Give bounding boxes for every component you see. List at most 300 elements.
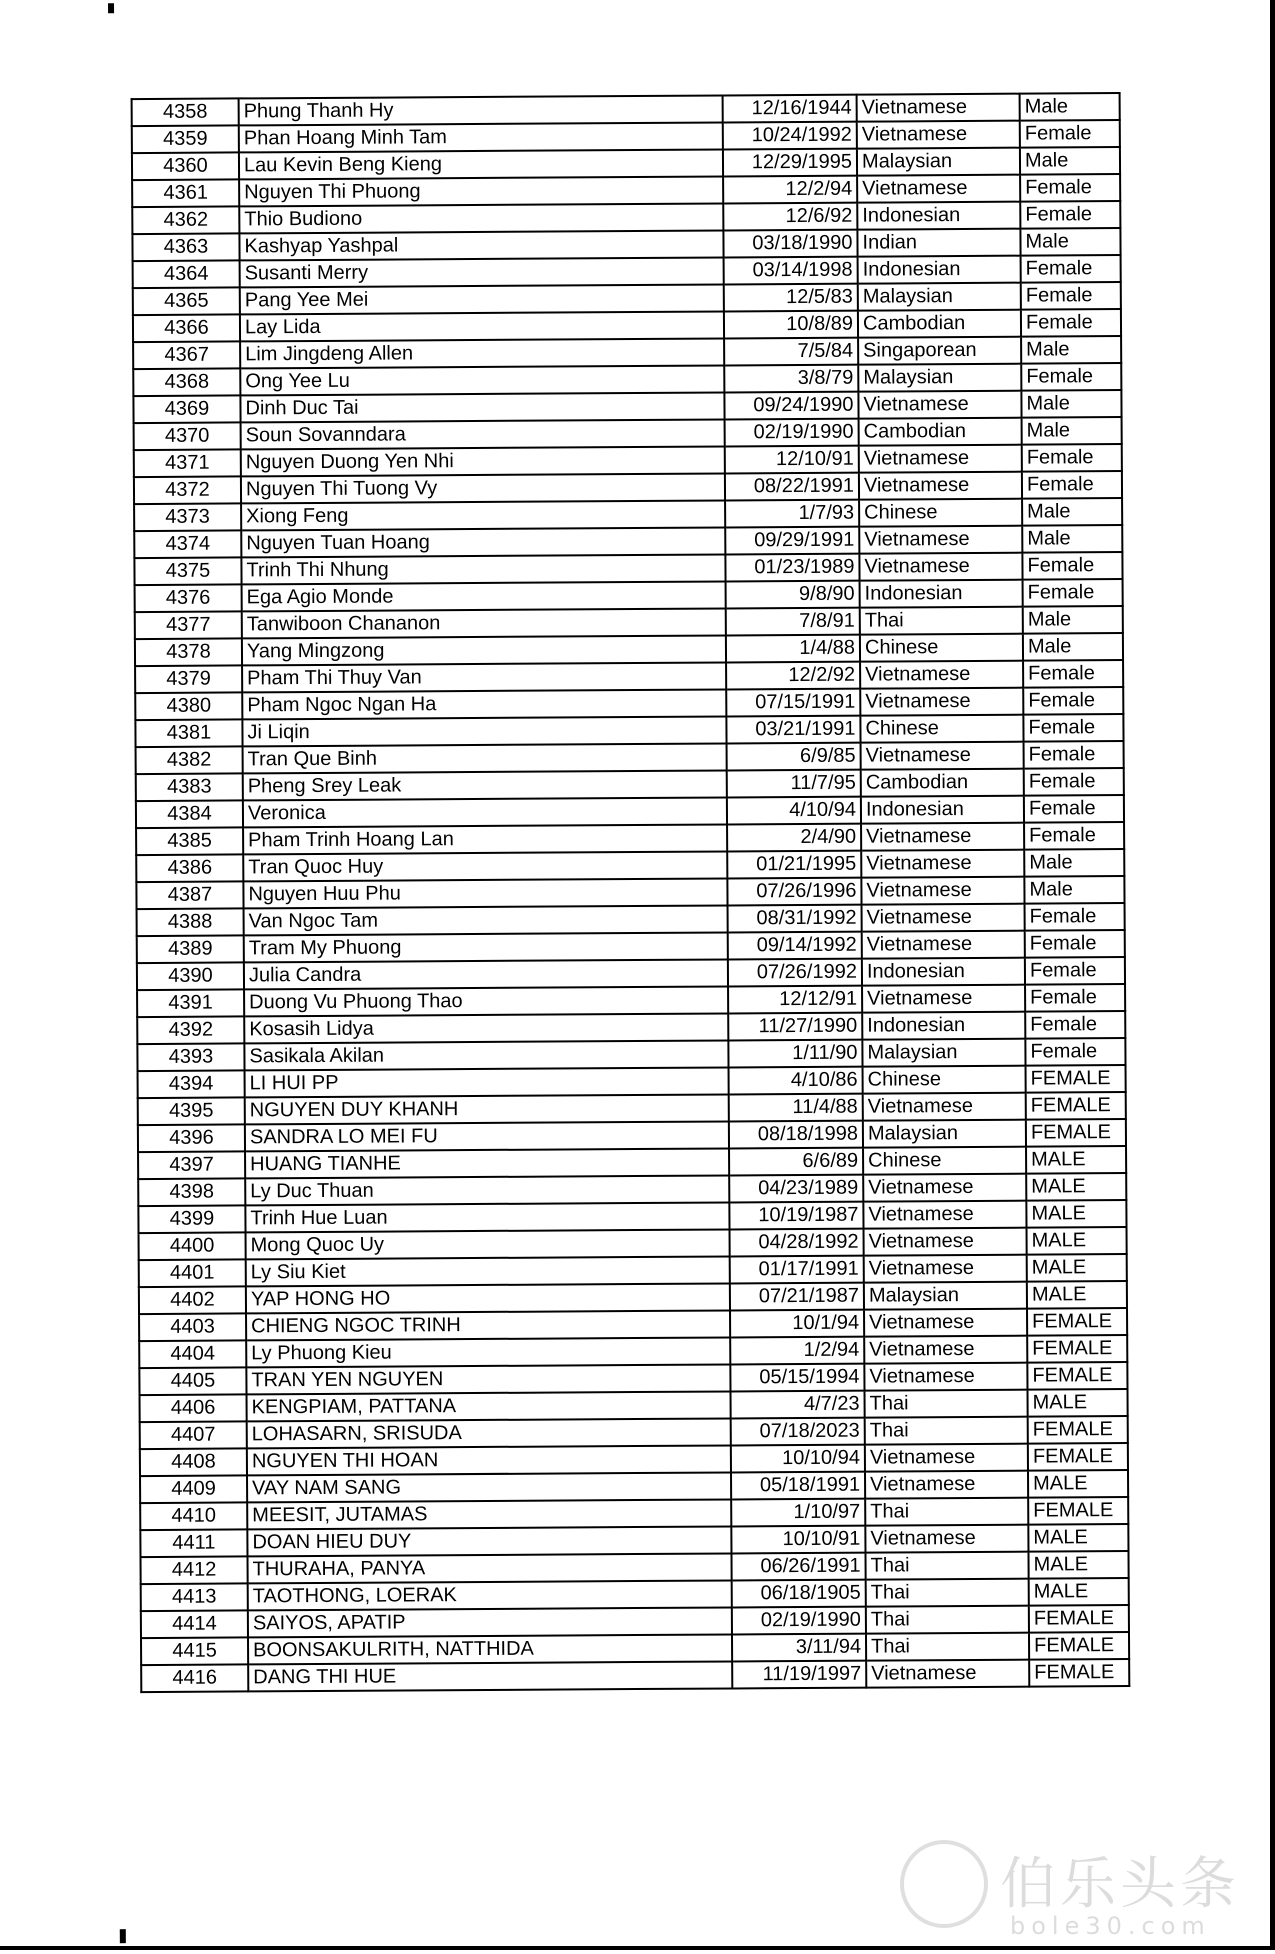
date-of-birth-cell: 04/28/1992	[730, 1229, 864, 1257]
row-number-cell: 4374	[134, 530, 241, 558]
row-number-cell: 4392	[137, 1016, 244, 1044]
row-number-cell: 4376	[135, 584, 242, 612]
sex-cell: MALE	[1028, 1551, 1128, 1579]
row-number-cell: 4373	[134, 503, 241, 531]
person-name-cell: BOONSAKULRITH, NATTHIDA	[248, 1634, 732, 1664]
nationality-cell: Malaysian	[863, 1120, 1026, 1148]
sex-cell: Male	[1020, 228, 1120, 256]
date-of-birth-cell: 12/16/1944	[723, 95, 857, 123]
nationality-cell: Vietnamese	[864, 1255, 1027, 1283]
sex-cell: Male	[1021, 390, 1121, 418]
sex-cell: MALE	[1027, 1389, 1127, 1417]
person-name-cell: Nguyen Huu Phu	[243, 878, 727, 908]
person-name-cell: Ega Agio Monde	[242, 581, 726, 611]
row-number-cell: 4401	[139, 1259, 246, 1287]
row-number-cell: 4359	[132, 125, 239, 153]
person-name-cell: KENGPIAM, PATTANA	[247, 1391, 731, 1421]
nationality-cell: Vietnamese	[857, 175, 1020, 203]
nationality-cell: Chinese	[863, 1147, 1026, 1175]
sex-cell: Male	[1022, 525, 1122, 553]
sex-cell: Female	[1022, 444, 1122, 472]
person-name-cell: LI HUI PP	[245, 1067, 729, 1097]
date-of-birth-cell: 07/26/1996	[727, 878, 861, 906]
date-of-birth-cell: 7/5/84	[724, 338, 858, 366]
person-name-cell: Pham Ngoc Ngan Ha	[242, 689, 726, 719]
row-number-cell: 4399	[138, 1205, 245, 1233]
nationality-cell: Vietnamese	[862, 985, 1025, 1013]
sex-cell: MALE	[1029, 1578, 1129, 1606]
sex-cell: Female	[1025, 1011, 1125, 1039]
sex-cell: Female	[1025, 984, 1125, 1012]
row-number-cell: 4391	[137, 989, 244, 1017]
date-of-birth-cell: 1/4/88	[726, 635, 860, 663]
date-of-birth-cell: 11/7/95	[727, 770, 861, 798]
nationality-cell: Vietnamese	[859, 526, 1022, 554]
nationality-cell: Vietnamese	[863, 1201, 1026, 1229]
roster-table	[131, 92, 1131, 1693]
watermark	[900, 1830, 1260, 1940]
sex-cell: Male	[1023, 633, 1123, 661]
person-name-cell: Kosasih Lidya	[244, 1013, 728, 1043]
row-number-cell: 4412	[141, 1556, 248, 1584]
date-of-birth-cell: 9/8/90	[726, 581, 860, 609]
watermark-logo-icon	[900, 1840, 988, 1928]
nationality-cell: Indonesian	[862, 1012, 1025, 1040]
row-number-cell: 4393	[137, 1043, 244, 1071]
nationality-cell: Vietnamese	[865, 1471, 1028, 1499]
person-name-cell: Pham Trinh Hoang Lan	[243, 824, 727, 854]
nationality-cell: Chinese	[859, 499, 1022, 527]
person-name-cell: NGUYEN DUY KHANH	[245, 1094, 729, 1124]
nationality-cell: Malaysian	[858, 364, 1021, 392]
date-of-birth-cell: 11/4/88	[729, 1094, 863, 1122]
sex-cell: MALE	[1028, 1524, 1128, 1552]
person-name-cell: Soun Sovanndara	[241, 419, 725, 449]
nationality-cell: Vietnamese	[859, 553, 1022, 581]
nationality-cell: Vietnamese	[864, 1228, 1027, 1256]
sex-cell: Female	[1022, 471, 1122, 499]
person-name-cell: Nguyen Thi Tuong Vy	[241, 473, 725, 503]
date-of-birth-cell: 11/27/1990	[728, 1013, 862, 1041]
nationality-cell: Vietnamese	[865, 1525, 1028, 1553]
scan-mark-top	[108, 3, 114, 13]
nationality-cell: Thai	[866, 1579, 1029, 1607]
sex-cell: MALE	[1026, 1146, 1126, 1174]
date-of-birth-cell: 01/21/1995	[727, 851, 861, 879]
date-of-birth-cell: 02/19/1990	[732, 1607, 866, 1635]
nationality-cell: Vietnamese	[857, 94, 1020, 122]
person-name-cell: VAY NAM SANG	[247, 1472, 731, 1502]
sex-cell: Male	[1020, 93, 1120, 121]
sex-cell: FEMALE	[1027, 1335, 1127, 1363]
sex-cell: Female	[1020, 201, 1120, 229]
row-number-cell: 4397	[138, 1151, 245, 1179]
person-name-cell: Pham Thi Thuy Van	[242, 662, 726, 692]
person-name-cell: NGUYEN THI HOAN	[247, 1445, 731, 1475]
sex-cell: FEMALE	[1029, 1605, 1129, 1633]
date-of-birth-cell: 1/10/97	[731, 1499, 865, 1527]
nationality-cell: Indonesian	[857, 202, 1020, 230]
person-name-cell: Veronica	[243, 797, 727, 827]
nationality-cell: Vietnamese	[861, 823, 1024, 851]
nationality-cell: Cambodian	[859, 418, 1022, 446]
row-number-cell: 4394	[138, 1070, 245, 1098]
person-name-cell: Nguyen Duong Yen Nhi	[241, 446, 725, 476]
sex-cell: Female	[1024, 822, 1124, 850]
nationality-cell: Vietnamese	[863, 1093, 1026, 1121]
date-of-birth-cell: 10/19/1987	[729, 1202, 863, 1230]
row-number-cell: 4388	[137, 908, 244, 936]
sex-cell: Male	[1021, 336, 1121, 364]
row-number-cell: 4371	[134, 449, 241, 477]
sex-cell: Female	[1025, 957, 1125, 985]
row-number-cell: 4384	[136, 800, 243, 828]
nationality-cell: Vietnamese	[861, 877, 1024, 905]
row-number-cell: 4411	[140, 1529, 247, 1557]
date-of-birth-cell: 12/2/92	[726, 662, 860, 690]
nationality-cell: Vietnamese	[862, 904, 1025, 932]
person-name-cell: Nguyen Tuan Hoang	[241, 527, 725, 557]
date-of-birth-cell: 11/19/1997	[732, 1661, 866, 1689]
sex-cell: Female	[1025, 1038, 1125, 1066]
sex-cell: Female	[1021, 255, 1121, 283]
date-of-birth-cell: 1/7/93	[725, 500, 859, 528]
date-of-birth-cell: 12/29/1995	[723, 149, 857, 177]
date-of-birth-cell: 3/11/94	[732, 1634, 866, 1662]
scan-mark-bottom	[120, 1929, 126, 1943]
sex-cell: Female	[1022, 552, 1122, 580]
row-number-cell: 4398	[138, 1178, 245, 1206]
watermark-subtext: bole30.com	[1010, 1912, 1211, 1940]
nationality-cell: Thai	[865, 1552, 1028, 1580]
person-name-cell: Trinh Hue Luan	[245, 1202, 729, 1232]
nationality-cell: Malaysian	[864, 1282, 1027, 1310]
sex-cell: Female	[1024, 741, 1124, 769]
person-name-cell: Mong Quoc Uy	[246, 1229, 730, 1259]
person-name-cell: Ly Phuong Kieu	[246, 1337, 730, 1367]
row-number-cell: 4377	[135, 611, 242, 639]
date-of-birth-cell: 4/7/23	[731, 1391, 865, 1419]
date-of-birth-cell: 03/14/1998	[724, 257, 858, 285]
sex-cell: FEMALE	[1029, 1659, 1129, 1687]
person-name-cell: Pang Yee Mei	[240, 284, 724, 314]
date-of-birth-cell: 4/10/94	[727, 797, 861, 825]
date-of-birth-cell: 09/24/1990	[724, 392, 858, 420]
date-of-birth-cell: 08/31/1992	[728, 905, 862, 933]
nationality-cell: Vietnamese	[860, 688, 1023, 716]
row-number-cell: 4403	[139, 1313, 246, 1341]
row-number-cell: 4383	[136, 773, 243, 801]
nationality-cell: Vietnamese	[863, 1174, 1026, 1202]
row-number-cell: 4363	[132, 233, 239, 261]
person-name-cell: Duong Vu Phuong Thao	[244, 986, 728, 1016]
sex-cell: Female	[1024, 795, 1124, 823]
row-number-cell: 4404	[139, 1340, 246, 1368]
person-name-cell: HUANG TIANHE	[245, 1148, 729, 1178]
person-name-cell: YAP HONG HO	[246, 1283, 730, 1313]
watermark-text: 伯乐头条	[1000, 1852, 1240, 1917]
row-number-cell: 4372	[134, 476, 241, 504]
person-name-cell: Dinh Duc Tai	[240, 392, 724, 422]
nationality-cell: Vietnamese	[861, 850, 1024, 878]
row-number-cell: 4390	[137, 962, 244, 990]
sex-cell: FEMALE	[1027, 1362, 1127, 1390]
row-number-cell: 4406	[140, 1394, 247, 1422]
date-of-birth-cell: 05/18/1991	[731, 1472, 865, 1500]
person-name-cell: LOHASARN, SRISUDA	[247, 1418, 731, 1448]
person-name-cell: Sasikala Akilan	[244, 1040, 728, 1070]
row-number-cell: 4381	[135, 719, 242, 747]
date-of-birth-cell: 12/10/91	[725, 446, 859, 474]
nationality-cell: Thai	[865, 1498, 1028, 1526]
person-name-cell: MEESIT, JUTAMAS	[247, 1499, 731, 1529]
row-number-cell: 4375	[134, 557, 241, 585]
row-number-cell: 4415	[141, 1637, 248, 1665]
row-number-cell: 4400	[139, 1232, 246, 1260]
person-name-cell: CHIENG NGOC TRINH	[246, 1310, 730, 1340]
row-number-cell: 4414	[141, 1610, 248, 1638]
nationality-cell: Vietnamese	[864, 1309, 1027, 1337]
sex-cell: MALE	[1026, 1200, 1126, 1228]
sex-cell: Male	[1022, 498, 1122, 526]
nationality-cell: Vietnamese	[864, 1336, 1027, 1364]
person-name-cell: Phan Hoang Minh Tam	[239, 122, 723, 152]
person-name-cell: Thio Budiono	[239, 203, 723, 233]
person-name-cell: TAOTHONG, LOERAK	[248, 1580, 732, 1610]
date-of-birth-cell: 08/18/1998	[729, 1121, 863, 1149]
date-of-birth-cell: 06/18/1905	[732, 1580, 866, 1608]
person-name-cell: DOAN HIEU DUY	[247, 1526, 731, 1556]
date-of-birth-cell: 12/2/94	[723, 176, 857, 204]
person-name-cell: Phung Thanh Hy	[239, 95, 723, 125]
row-number-cell: 4405	[139, 1367, 246, 1395]
sex-cell: Male	[1023, 606, 1123, 634]
sex-cell: MALE	[1027, 1227, 1127, 1255]
sex-cell: MALE	[1028, 1470, 1128, 1498]
row-number-cell: 4368	[133, 368, 240, 396]
row-number-cell: 4362	[132, 206, 239, 234]
nationality-cell: Vietnamese	[857, 121, 1020, 149]
row-number-cell: 4410	[140, 1502, 247, 1530]
nationality-cell: Vietnamese	[864, 1363, 1027, 1391]
sex-cell: FEMALE	[1028, 1443, 1128, 1471]
sex-cell: Male	[1024, 849, 1124, 877]
row-number-cell: 4361	[132, 179, 239, 207]
date-of-birth-cell: 4/10/86	[729, 1067, 863, 1095]
sex-cell: FEMALE	[1026, 1119, 1126, 1147]
row-number-cell: 4380	[135, 692, 242, 720]
person-name-cell: THURAHA, PANYA	[248, 1553, 732, 1583]
sex-cell: Female	[1020, 120, 1120, 148]
sex-cell: Female	[1025, 930, 1125, 958]
row-number-cell: 4387	[136, 881, 243, 909]
row-number-cell: 4382	[136, 746, 243, 774]
person-name-cell: Ji Liqin	[242, 716, 726, 746]
person-name-cell: Julia Candra	[244, 959, 728, 989]
roster-table-body	[132, 93, 1130, 1692]
date-of-birth-cell: 10/1/94	[730, 1310, 864, 1338]
sex-cell: Male	[1024, 876, 1124, 904]
person-name-cell: Lim Jingdeng Allen	[240, 338, 724, 368]
nationality-cell: Indian	[857, 229, 1020, 257]
row-number-cell: 4395	[138, 1097, 245, 1125]
row-number-cell: 4367	[133, 341, 240, 369]
row-number-cell: 4408	[140, 1448, 247, 1476]
person-name-cell: Ong Yee Lu	[240, 365, 724, 395]
nationality-cell: Indonesian	[860, 580, 1023, 608]
date-of-birth-cell: 10/10/91	[731, 1526, 865, 1554]
person-name-cell: Lau Kevin Beng Kieng	[239, 149, 723, 179]
nationality-cell: Vietnamese	[865, 1444, 1028, 1472]
person-name-cell: Nguyen Thi Phuong	[239, 176, 723, 206]
nationality-cell: Vietnamese	[860, 661, 1023, 689]
sex-cell: Female	[1023, 714, 1123, 742]
row-number-cell: 4378	[135, 638, 242, 666]
person-name-cell: Ly Duc Thuan	[245, 1175, 729, 1205]
date-of-birth-cell: 1/11/90	[728, 1040, 862, 1068]
row-number-cell: 4407	[140, 1421, 247, 1449]
row-number-cell: 4364	[133, 260, 240, 288]
nationality-cell: Cambodian	[858, 310, 1021, 338]
date-of-birth-cell: 6/6/89	[729, 1148, 863, 1176]
nationality-cell: Thai	[860, 607, 1023, 635]
date-of-birth-cell: 12/5/83	[724, 284, 858, 312]
row-number-cell: 4396	[138, 1124, 245, 1152]
person-name-cell: Xiong Feng	[241, 500, 725, 530]
row-number-cell: 4379	[135, 665, 242, 693]
nationality-cell: Thai	[866, 1606, 1029, 1634]
row-number-cell: 4386	[136, 854, 243, 882]
scan-edge-bottom	[0, 1946, 1275, 1950]
sex-cell: Female	[1023, 687, 1123, 715]
nationality-cell: Vietnamese	[859, 472, 1022, 500]
nationality-cell: Thai	[865, 1417, 1028, 1445]
date-of-birth-cell: 05/15/1994	[730, 1364, 864, 1392]
row-number-cell: 4366	[133, 314, 240, 342]
person-name-cell: Tanwiboon Chananon	[242, 608, 726, 638]
nationality-cell: Chinese	[863, 1066, 1026, 1094]
date-of-birth-cell: 2/4/90	[727, 824, 861, 852]
nationality-cell: Thai	[866, 1633, 1029, 1661]
date-of-birth-cell: 03/21/1991	[726, 716, 860, 744]
date-of-birth-cell: 01/23/1989	[725, 554, 859, 582]
date-of-birth-cell: 02/19/1990	[725, 419, 859, 447]
person-name-cell: Ly Siu Kiet	[246, 1256, 730, 1286]
sex-cell: Female	[1021, 363, 1121, 391]
row-number-cell: 4402	[139, 1286, 246, 1314]
row-number-cell: 4360	[132, 152, 239, 180]
nationality-cell: Chinese	[860, 634, 1023, 662]
person-name-cell: TRAN YEN NGUYEN	[246, 1364, 730, 1394]
nationality-cell: Malaysian	[857, 148, 1020, 176]
scan-edge-right	[1270, 0, 1275, 1950]
date-of-birth-cell: 6/9/85	[727, 743, 861, 771]
nationality-cell: Vietnamese	[859, 445, 1022, 473]
sex-cell: FEMALE	[1027, 1308, 1127, 1336]
person-name-cell: Lay Lida	[240, 311, 724, 341]
sex-cell: MALE	[1027, 1254, 1127, 1282]
person-name-cell: DANG THI HUE	[248, 1661, 732, 1691]
nationality-cell: Singaporean	[858, 337, 1021, 365]
person-name-cell: Trinh Thi Nhung	[241, 554, 725, 584]
date-of-birth-cell: 07/15/1991	[726, 689, 860, 717]
date-of-birth-cell: 09/14/1992	[728, 932, 862, 960]
nationality-cell: Vietnamese	[858, 391, 1021, 419]
date-of-birth-cell: 07/18/2023	[731, 1418, 865, 1446]
date-of-birth-cell: 1/2/94	[730, 1337, 864, 1365]
row-number-cell: 4358	[132, 98, 239, 126]
table-row	[141, 1659, 1129, 1692]
date-of-birth-cell: 12/12/91	[728, 986, 862, 1014]
date-of-birth-cell: 01/17/1991	[730, 1256, 864, 1284]
date-of-birth-cell: 10/24/1992	[723, 122, 857, 150]
nationality-cell: Indonesian	[858, 256, 1021, 284]
nationality-cell: Thai	[864, 1390, 1027, 1418]
sex-cell: Female	[1023, 579, 1123, 607]
row-number-cell: 4370	[134, 422, 241, 450]
nationality-cell: Indonesian	[862, 958, 1025, 986]
person-name-cell: Susanti Merry	[240, 257, 724, 287]
date-of-birth-cell: 09/29/1991	[725, 527, 859, 555]
nationality-cell: Chinese	[860, 715, 1023, 743]
date-of-birth-cell: 04/23/1989	[729, 1175, 863, 1203]
sex-cell: Female	[1020, 174, 1120, 202]
sex-cell: FEMALE	[1026, 1065, 1126, 1093]
row-number-cell: 4409	[140, 1475, 247, 1503]
sex-cell: MALE	[1027, 1281, 1127, 1309]
nationality-cell: Cambodian	[861, 769, 1024, 797]
row-number-cell: 4369	[133, 395, 240, 423]
row-number-cell: 4389	[137, 935, 244, 963]
person-name-cell: Yang Mingzong	[242, 635, 726, 665]
date-of-birth-cell: 7/8/91	[726, 608, 860, 636]
nationality-cell: Malaysian	[862, 1039, 1025, 1067]
sex-cell: FEMALE	[1029, 1632, 1129, 1660]
sex-cell: Female	[1025, 903, 1125, 931]
person-name-cell: SAIYOS, APATIP	[248, 1607, 732, 1637]
nationality-cell: Vietnamese	[862, 931, 1025, 959]
sex-cell: MALE	[1026, 1173, 1126, 1201]
nationality-cell: Vietnamese	[866, 1660, 1029, 1688]
sex-cell: Female	[1024, 768, 1124, 796]
person-name-cell: Tran Quoc Huy	[243, 851, 727, 881]
date-of-birth-cell: 12/6/92	[723, 203, 857, 231]
date-of-birth-cell: 3/8/79	[724, 365, 858, 393]
row-number-cell: 4413	[141, 1583, 248, 1611]
date-of-birth-cell: 10/8/89	[724, 311, 858, 339]
person-name-cell: Tram My Phuong	[244, 932, 728, 962]
date-of-birth-cell: 07/26/1992	[728, 959, 862, 987]
person-name-cell: Van Ngoc Tam	[244, 905, 728, 935]
sex-cell: Female	[1023, 660, 1123, 688]
nationality-cell: Malaysian	[858, 283, 1021, 311]
sex-cell: Female	[1021, 309, 1121, 337]
row-number-cell: 4385	[136, 827, 243, 855]
row-number-cell: 4416	[141, 1664, 248, 1692]
person-name-cell: Kashyap Yashpal	[239, 230, 723, 260]
date-of-birth-cell: 10/10/94	[731, 1445, 865, 1473]
sex-cell: Male	[1020, 147, 1120, 175]
date-of-birth-cell: 07/21/1987	[730, 1283, 864, 1311]
sex-cell: FEMALE	[1026, 1092, 1126, 1120]
nationality-cell: Indonesian	[861, 796, 1024, 824]
sex-cell: Male	[1022, 417, 1122, 445]
person-name-cell: Pheng Srey Leak	[243, 770, 727, 800]
sex-cell: FEMALE	[1028, 1497, 1128, 1525]
date-of-birth-cell: 03/18/1990	[723, 230, 857, 258]
nationality-cell: Vietnamese	[861, 742, 1024, 770]
date-of-birth-cell: 08/22/1991	[725, 473, 859, 501]
